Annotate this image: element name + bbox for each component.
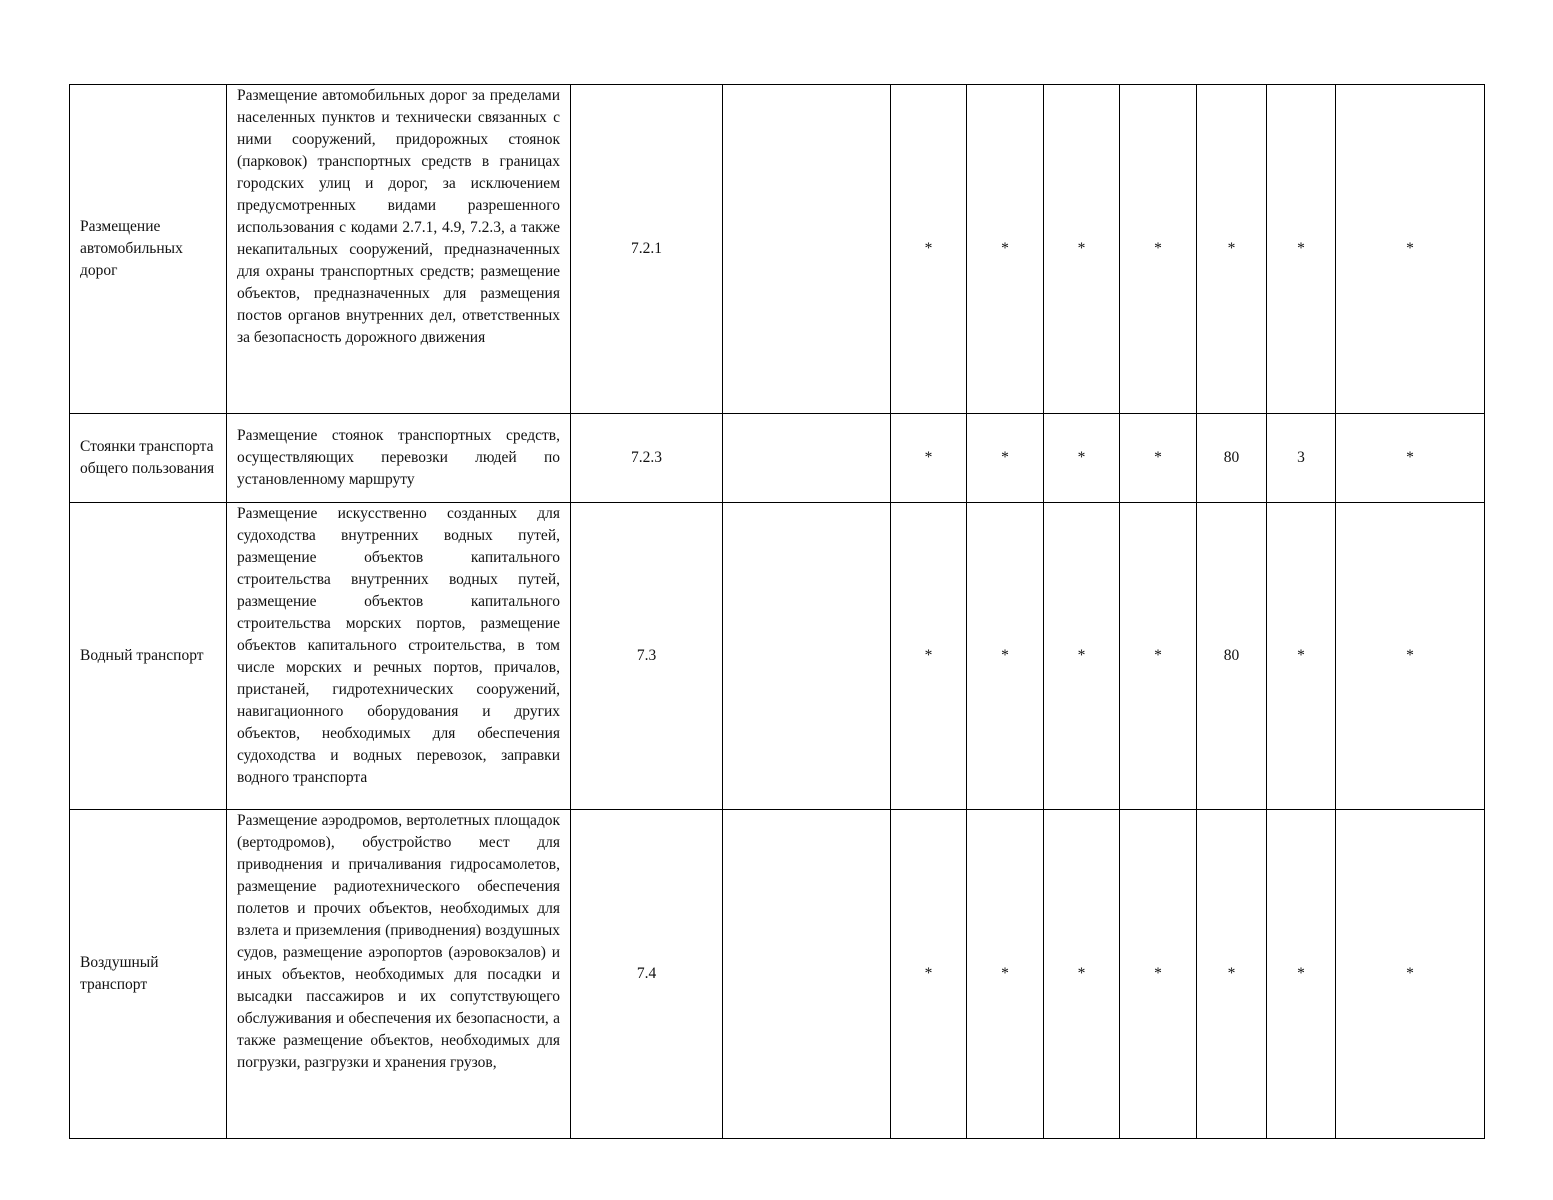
use-description: Размещение аэродромов, вертолетных площадок (вертодромов), обустройство мест для приводнения и причаливания гидросамолетов, размещение радиотехнического обеспечения полетов и прочих объектов, необходимых для взлета и приземления (приводнения) воздушных судов, размещение аэропортов (аэровокзалов) и иных объектов, необходимых для посадки и высадки пассажиров и их сопутствующего обслуживания и обеспечения их безопасности, а также размещение объектов, необходимых для погрузки, разгрузки и хранения грузов, (237, 812, 560, 1071)
param-cell: * (1044, 414, 1120, 503)
extra-cell (723, 503, 891, 810)
param-cell: * (891, 414, 967, 503)
land-use-table (69, 84, 1485, 1139)
use-description-cell (227, 810, 571, 1139)
use-code: 7.4 (571, 810, 723, 1139)
param-cell: * (967, 85, 1044, 414)
param-cell: * (1267, 810, 1336, 1139)
use-name: Стоянки транспорта общего пользования (70, 414, 227, 503)
extra-cell (723, 810, 891, 1139)
param-cell: * (1120, 810, 1197, 1139)
use-description: Размещение искусственно созданных для судоходства внутренних водных путей, размещение объектов капитального строительства внутренних водных путей, размещение объектов капитального строительства морских портов, размещение объектов капитального строительства, в том числе морских и речных портов, причалов, пристаней, гидротехнических сооружений, навигационного оборудования и других объектов, необходимых для обеспечения судоходства и водных перевозок, заправки водного транспорта (227, 503, 571, 810)
param-cell: * (1336, 810, 1485, 1139)
param-cell: 80 (1197, 414, 1267, 503)
use-code: 7.3 (571, 503, 723, 810)
extra-cell (723, 85, 891, 414)
param-cell: * (1267, 503, 1336, 810)
param-cell: * (967, 503, 1044, 810)
param-cell: * (967, 810, 1044, 1139)
param-cell: * (1120, 85, 1197, 414)
table-row (70, 810, 1485, 1139)
table-row (70, 85, 1485, 414)
param-cell: * (891, 85, 967, 414)
param-cell: * (1044, 503, 1120, 810)
table-row (70, 503, 1485, 810)
param-cell: * (1120, 414, 1197, 503)
param-cell: * (1336, 414, 1485, 503)
extra-cell (723, 414, 891, 503)
use-description: Размещение стоянок транспортных средств, осуществляющих перевозки людей по установленному маршруту (227, 414, 571, 503)
param-cell: * (1336, 85, 1485, 414)
table-row (70, 414, 1485, 503)
use-code: 7.2.1 (571, 85, 723, 414)
use-name: Воздушный транспорт (70, 810, 227, 1139)
param-cell: * (891, 503, 967, 810)
param-cell: * (1120, 503, 1197, 810)
use-name: Размещение автомобильных дорог (70, 85, 227, 414)
param-cell: * (1197, 85, 1267, 414)
param-cell: 80 (1197, 503, 1267, 810)
param-cell: 3 (1267, 414, 1336, 503)
use-description: Размещение автомобильных дорог за пределами населенных пунктов и технически связанных с ними сооружений, придорожных стоянок (парковок) транспортных средств в границах городских улиц и дорог, за исключением предусмотренных видами разрешенного использования с кодами 2.7.1, 4.9, 7.2.3, а также некапитальных сооружений, предназначенных для охраны транспортных средств; размещение объектов, предназначенных для размещения постов органов внутренних дел, ответственных за безопасность дорожного движения (227, 85, 571, 414)
param-cell: * (1336, 503, 1485, 810)
param-cell: * (1044, 85, 1120, 414)
param-cell: * (1044, 810, 1120, 1139)
param-cell: * (891, 810, 967, 1139)
use-name: Водный транспорт (70, 503, 227, 810)
param-cell: * (967, 414, 1044, 503)
param-cell: * (1197, 810, 1267, 1139)
param-cell: * (1267, 85, 1336, 414)
use-code: 7.2.3 (571, 414, 723, 503)
